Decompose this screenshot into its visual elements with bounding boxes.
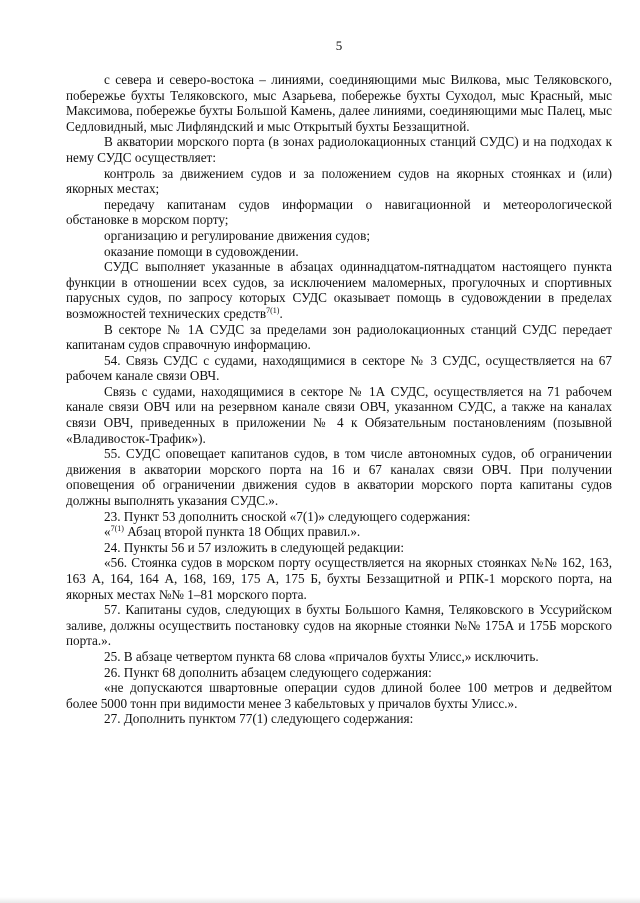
paragraph-end: . (279, 305, 283, 321)
page-number: 5 (335, 38, 343, 53)
paragraph: 24. Пункты 56 и 57 изложить в следующей редакции: (104, 539, 405, 555)
paragraph: 27. Дополнить пунктом 77(1) следующего содержания: (104, 711, 414, 727)
paragraph: оказание помощи в судовождении. (104, 243, 299, 259)
footnote-reference: 7(1) (266, 305, 280, 315)
paragraph: 55. СУДС оповещает капитанов судов, в том числе автономных судов, об ограничении движения в акватории морского порта на 16 и 67 каналах связи ОВЧ. При получении оповещения об ограничении движения судов в акватории морского порта капитаны судов должны выполнять указания СУДС.». (66, 446, 612, 509)
paragraph: «не допускаются швартовные операции судов длиной более 100 метров и дедвейтом более 5000 тонн при видимости менее 3 кабельтовых у причалов бухты Улисс.». (66, 680, 612, 711)
paragraph-with-footnote (66, 259, 612, 321)
paragraph: В секторе № 1А СУДС за пределами зон радиолокационных станций СУДС передает капитанам судов справочную информацию. (66, 321, 612, 353)
quote-mark: « (104, 524, 111, 540)
scan-edge (0, 897, 640, 903)
paragraph: В акватории морского порта (в зонах радиолокационных станций СУДС) и на подходах к нему СУДС осуществляет: (66, 134, 612, 165)
paragraph: передачу капитанам судов информации о навигационной и метеорологической обстановке в морском порту; (66, 196, 612, 228)
paragraph: 23. Пункт 53 дополнить сноской «7(1)» следующего содержания: (104, 508, 471, 524)
footnote-paragraph (66, 524, 612, 540)
paragraph: «56. Стоянка судов в морском порту осуществляется на якорных стоянках №№ 162, 163, 163 А, 164, 164 А, 168, 169, 175 А, 175 Б, бухты Беззащитной и РПК-1 морского порта, на якорных местах №№ 1–81 морского порта. (66, 555, 612, 602)
paragraph: контроль за движением судов и за положением судов на якорных стоянках и (или) якорных местах; (66, 165, 612, 197)
paragraph: 57. Капитаны судов, следующих в бухты Большого Камня, Теляковского в Уссурийском заливе, должны осуществить постановку судов на якорные стоянки №№ 175А и 175Б морского порта.». (66, 602, 612, 649)
paragraph: 26. Пункт 68 дополнить абзацем следующего содержания: (104, 664, 432, 680)
paragraph: 25. В абзаце четвертом пункта 68 слова «причалов бухты Улисс,» исключить. (104, 648, 539, 664)
paragraph-text: СУДС выполняет указанные в абзацах одиннадцатом-пятнадцатом настоящего пункта функции в отношении всех судов, за исключением маломерных, прогулочных и спортивных парусных судов, по запросу которых СУДС оказывает помощь в судовождении в пределах возможностей технических средств (66, 259, 612, 321)
paragraph: 54. Связь СУДС с судами, находящимися в секторе № 3 СУДС, осуществляется на 67 рабочем канале связи ОВЧ. (66, 352, 612, 384)
paragraph: с севера и северо-востока – линиями, соединяющими мыс Вилкова, мыс Теляковского, побережье бухты Теляковского, мыс Азарьева, побережье бухты Суходол, мыс Красный, мыс Максимова, побережье бухты Большой Камень, далее линиями, соединяющими мыс Палец, мыс Седловидный, мыс Лифляндский и мыс Открытый бухты Беззащитной. (66, 72, 612, 134)
footnote-marker: 7(1) (110, 524, 124, 534)
paragraph: Связь с судами, находящимися в секторе № 1А СУДС, осуществляется на 71 рабочем канале связи ОВЧ или на резервном канале связи ОВЧ, указанном СУДС, а также на каналах связи ОВЧ, приведенных в приложении № 4 к Обязательным постановлениям (позывной «Владивосток-Трафик»). (66, 383, 612, 446)
paragraph: организацию и регулирование движения судов; (104, 227, 371, 243)
document-body (66, 72, 612, 727)
footnote-text: Абзац второй пункта 18 Общих правил.». (127, 524, 361, 540)
